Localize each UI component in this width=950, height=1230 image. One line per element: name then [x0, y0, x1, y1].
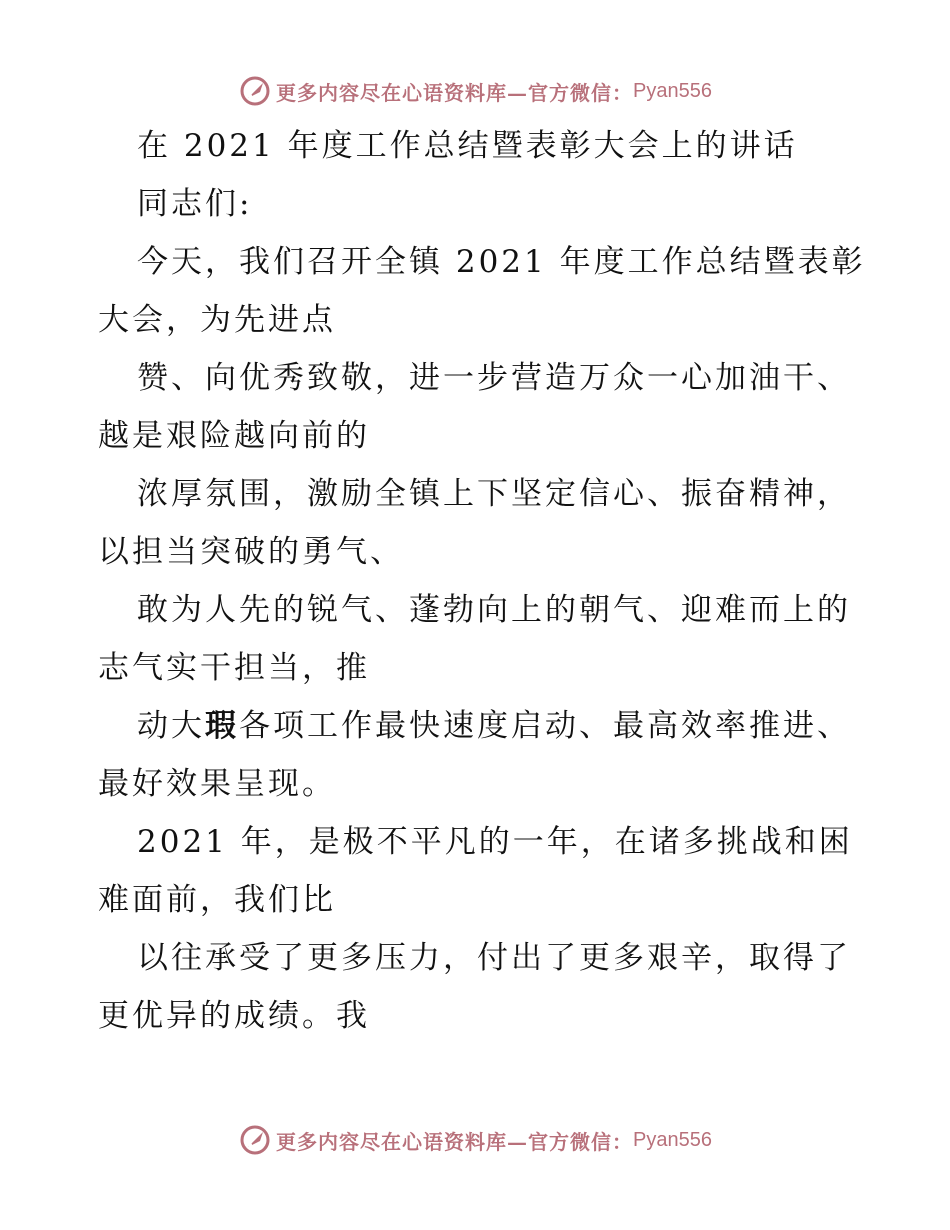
text-line: 志气实干担当，推 — [98, 650, 370, 686]
watermark-text: 更多内容尽在心语资料库—官方微信： — [276, 1129, 634, 1154]
text-segment: 各项工作最快速度启动、最高效率推进、 — [239, 708, 851, 744]
text-line: 难面前，我们比 — [98, 882, 336, 918]
watermark-header — [0, 71, 950, 111]
text-line: 更优异的成绩。我 — [98, 998, 370, 1034]
text-line: 敢为人先的锐气、蓬勃向上的朝气、迎难而上的 — [137, 592, 851, 628]
text-line — [137, 706, 851, 746]
quill-logo-icon — [238, 1123, 272, 1157]
greeting: 同志们: — [137, 186, 253, 222]
text-segment: 动大 — [137, 708, 205, 744]
bold-character: 瑕 — [205, 708, 239, 744]
text-line: 今天，我们召开全镇 2021 年度工作总结暨表彰 — [137, 244, 866, 280]
text-line: 赞、向优秀致敬，进一步营造万众一心加油干、 — [137, 360, 851, 396]
quill-logo-icon — [238, 74, 272, 108]
watermark-footer — [0, 1120, 950, 1160]
watermark-text: 更多内容尽在心语资料库—官方微信： — [276, 80, 634, 105]
text-line: 最好效果呈现。 — [98, 766, 336, 802]
watermark-id: Pyan556 — [633, 79, 712, 102]
text-line: 浓厚氛围，激励全镇上下坚定信心、振奋精神， — [137, 476, 851, 512]
document-title: 在 2021 年度工作总结暨表彰大会上的讲话 — [137, 128, 798, 164]
text-line: 以往承受了更多压力，付出了更多艰辛，取得了 — [137, 940, 851, 976]
text-line: 2021 年，是极不平凡的一年，在诸多挑战和困 — [137, 824, 853, 860]
text-line: 越是艰险越向前的 — [98, 418, 370, 454]
watermark-id: Pyan556 — [633, 1128, 712, 1151]
text-line: 以担当突破的勇气、 — [98, 534, 404, 570]
text-line: 大会，为先进点 — [98, 302, 336, 338]
